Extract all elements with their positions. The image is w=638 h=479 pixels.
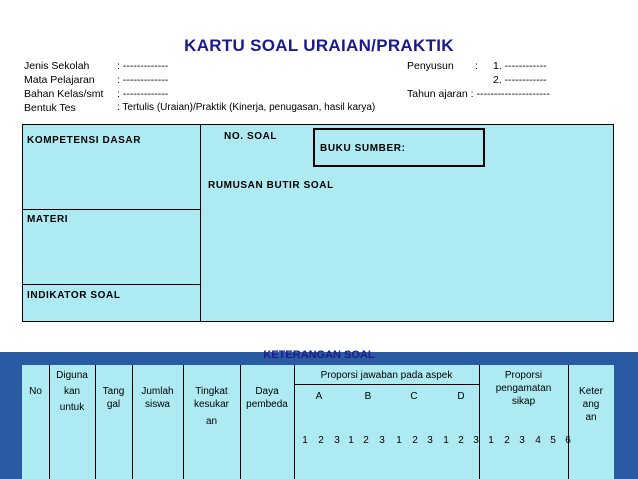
info-bentuk-tes-label: Bentuk Tes bbox=[24, 102, 76, 114]
sikap-number: 1 bbox=[488, 435, 494, 446]
indikator-soal-label: INDIKATOR SOAL bbox=[27, 290, 121, 301]
card-divider-indikator bbox=[22, 284, 200, 285]
sikap-number: 2 bbox=[504, 435, 510, 446]
info-penyusun-2: 2. ------------ bbox=[493, 74, 547, 86]
header-proporsi-sikap: Proporsi pengamatan sikap bbox=[495, 370, 552, 407]
aspek-number: 1 bbox=[443, 435, 449, 446]
card-divider-materi bbox=[22, 209, 200, 210]
info-mata-pelajaran-value: : ------------- bbox=[117, 74, 169, 86]
info-jenis-sekolah-value: : ------------- bbox=[117, 60, 169, 72]
col-line bbox=[95, 365, 96, 479]
header-daya-pembeda: Daya pembeda bbox=[246, 386, 288, 410]
info-penyusun-1: 1. ------------ bbox=[493, 60, 547, 72]
aspek-c: C bbox=[410, 391, 418, 402]
no-soal-label: NO. SOAL bbox=[224, 131, 278, 142]
header-jumlah-siswa: Jumlah siswa bbox=[141, 386, 174, 410]
col-line bbox=[132, 365, 133, 479]
aspek-b: B bbox=[364, 391, 372, 402]
info-tahun-ajaran: Tahun ajaran : --------------------- bbox=[407, 88, 550, 100]
info-bentuk-tes-value: : Tertulis (Uraian)/Praktik (Kinerja, penugasan, hasil karya) bbox=[117, 102, 376, 113]
kompetensi-dasar-label: KOMPETENSI DASAR bbox=[27, 135, 142, 146]
aspek-number: 1 bbox=[396, 435, 402, 446]
card-divider-vertical bbox=[200, 124, 201, 322]
info-penyusun-colon: : bbox=[475, 60, 478, 72]
header-diguna: Diguna kan untuk bbox=[56, 370, 88, 413]
aspek-a: A bbox=[315, 391, 323, 402]
aspek-number: 3 bbox=[334, 435, 340, 446]
info-jenis-sekolah-label: Jenis Sekolah bbox=[24, 60, 90, 72]
keterangan-soal-title: KETERANGAN SOAL bbox=[263, 349, 375, 361]
page-title: KARTU SOAL URAIAN/PRAKTIK bbox=[184, 36, 454, 55]
sikap-number: 4 bbox=[535, 435, 541, 446]
buku-sumber-label: BUKU SUMBER: bbox=[320, 143, 406, 154]
aspek-number: 3 bbox=[379, 435, 385, 446]
info-penyusun-label: Penyusun bbox=[407, 60, 454, 72]
row-line bbox=[294, 384, 479, 385]
aspek-number: 2 bbox=[458, 435, 464, 446]
sikap-number: 6 bbox=[565, 435, 571, 446]
aspek-number: 2 bbox=[412, 435, 418, 446]
info-bahan-kelas-value: : ------------- bbox=[117, 88, 169, 100]
aspek-number: 1 bbox=[348, 435, 354, 446]
col-line bbox=[240, 365, 241, 479]
sikap-number: 3 bbox=[519, 435, 525, 446]
header-no: No bbox=[29, 386, 42, 397]
rumusan-butir-soal-label: RUMUSAN BUTIR SOAL bbox=[208, 180, 334, 191]
col-line bbox=[294, 365, 295, 479]
aspek-number: 3 bbox=[427, 435, 433, 446]
info-mata-pelajaran-label: Mata Pelajaran bbox=[24, 74, 95, 86]
materi-label: MATERI bbox=[27, 214, 69, 225]
header-proporsi-jawaban: Proporsi jawaban pada aspek bbox=[320, 370, 453, 381]
aspek-d: D bbox=[457, 391, 465, 402]
header-tingkat-kesukaran: Tingkat kesukar an bbox=[193, 386, 229, 427]
header-tanggal: Tang gal bbox=[102, 386, 125, 410]
aspek-number: 1 bbox=[302, 435, 308, 446]
aspek-number: 2 bbox=[363, 435, 369, 446]
aspek-number: 3 bbox=[473, 435, 479, 446]
aspek-number: 2 bbox=[318, 435, 324, 446]
sikap-number: 5 bbox=[550, 435, 556, 446]
header-keterangan: Keter ang an bbox=[579, 386, 603, 423]
info-bahan-kelas-label: Bahan Kelas/smt bbox=[24, 88, 104, 100]
